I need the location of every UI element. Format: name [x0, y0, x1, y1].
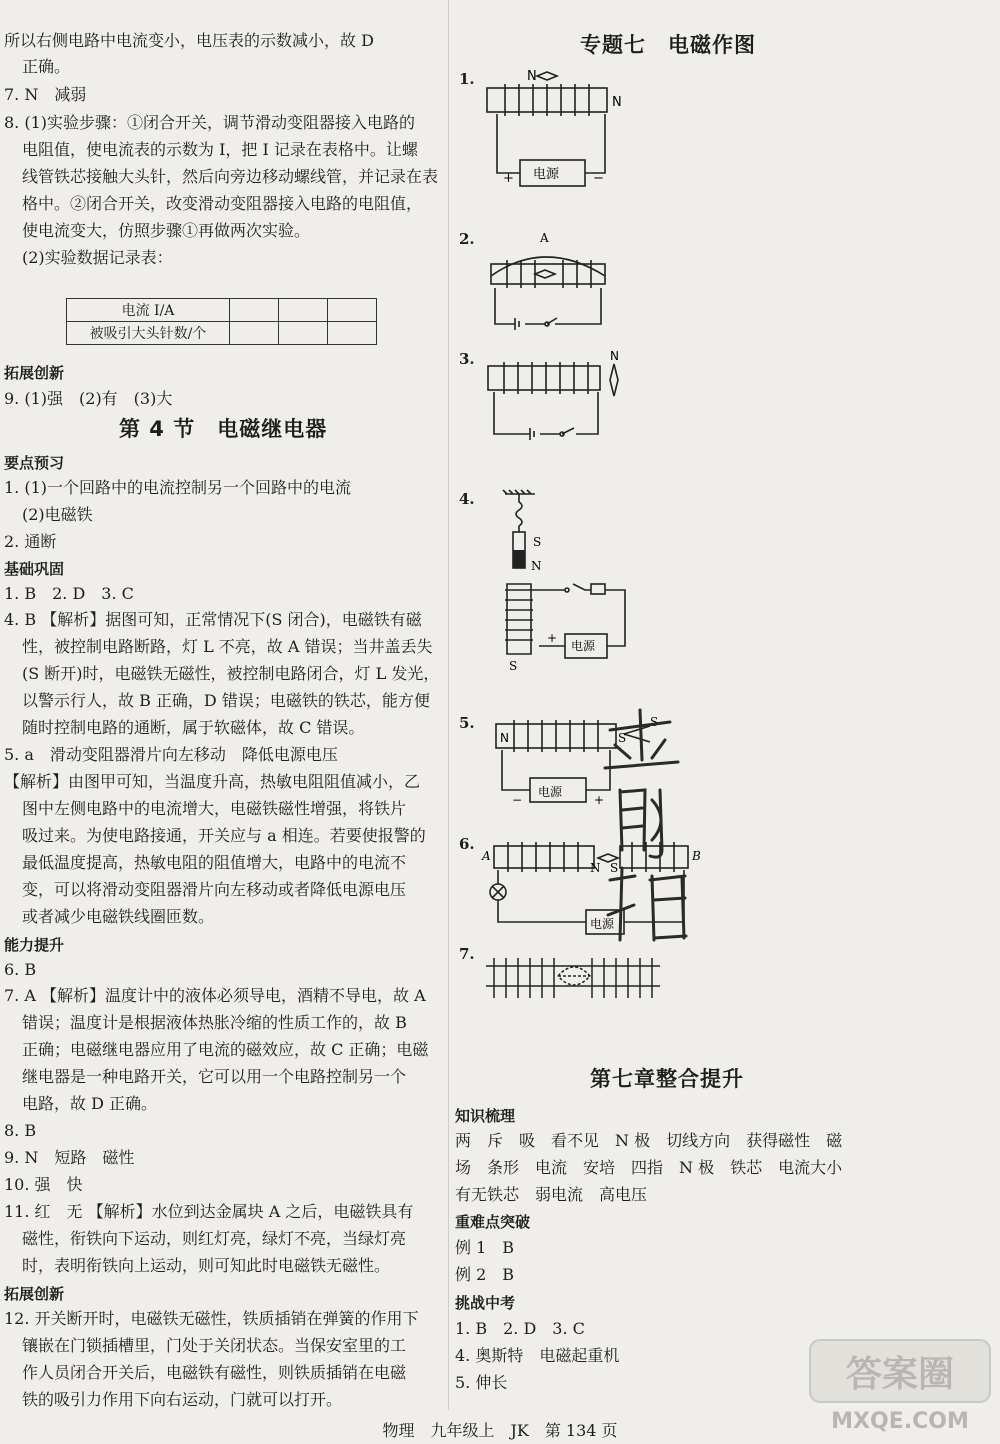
svg-text:+: + — [547, 631, 558, 645]
svg-text:−: − — [512, 793, 523, 807]
text-line: 有无铁芯 弱电流 高电压 — [455, 1185, 648, 1204]
figure-number: 6. — [459, 835, 475, 853]
text-line: 6. B — [4, 960, 37, 979]
table-cell — [279, 322, 328, 345]
text-line: 磁性，衔铁向下运动，则红灯亮，绿灯不亮，当绿灯亮 — [22, 1229, 407, 1248]
svg-text:A: A — [540, 231, 549, 245]
text-line: 4. 奥斯特 电磁起重机 — [455, 1346, 620, 1365]
text-line: 正确；电磁继电器应用了电流的磁效应，故 C 正确；电磁 — [22, 1040, 429, 1059]
text-line: 2. 通断 — [4, 532, 57, 551]
table-cell — [230, 299, 279, 322]
text-line: 错误；温度计是根据液体热胀冷缩的性质工作的，故 B — [22, 1013, 407, 1032]
text-line: 7. N 减弱 — [4, 85, 87, 104]
svg-text:S: S — [533, 535, 542, 549]
svg-text:N: N — [610, 350, 619, 363]
text-line: 9. N 短路 磁性 — [4, 1148, 135, 1167]
svg-text:S: S — [509, 659, 518, 673]
column-divider — [448, 0, 449, 1410]
section-heading: 能力提升 — [4, 936, 65, 954]
svg-text:MXQE.COM: MXQE.COM — [831, 1409, 969, 1434]
figure-3-solenoid-circuit — [480, 350, 640, 445]
text-line: 12. 开关断开时，电磁铁无磁性，铁质插销在弹簧的作用下 — [4, 1309, 419, 1328]
text-line: 或者减少电磁铁线圈匝数。 — [22, 907, 215, 926]
text-line: 图中左侧电路中的电流增大，电磁铁磁性增强，将铁片 — [22, 799, 407, 818]
svg-text:B: B — [692, 849, 701, 863]
text-line: 【解析】由图甲可知，当温度升高，热敏电阻阻值减小，乙 — [4, 772, 421, 791]
text-line: 吸过来。为使电路接通，开关应与 a 相连。若要使报警的 — [22, 826, 426, 845]
power-label: 电源 — [571, 639, 596, 653]
text-line: 8. B — [4, 1121, 37, 1140]
text-line: 电路，故 D 正确。 — [22, 1094, 158, 1113]
text-line: 1. B 2. D 3. C — [455, 1319, 585, 1338]
section-title: 第 4 节 电磁继电器 — [119, 417, 328, 441]
figure-number: 4. — [459, 490, 475, 508]
text-line: 例 1 B — [455, 1238, 515, 1257]
text-line: 性，被控制电路断路，灯 L 不亮，故 A 错误；当井盖丢失 — [22, 637, 433, 656]
chapter-title: 第七章整合提升 — [590, 1067, 744, 1091]
text-line: 1. B 2. D 3. C — [4, 584, 134, 603]
handwriting-overlay — [590, 700, 700, 950]
svg-text:N: N — [527, 69, 537, 84]
text-line: 最低温度提高，热敏电阻的阻值增大，电路中的电流不 — [22, 853, 407, 872]
data-record-table — [66, 298, 377, 345]
text-line: 5. 伸长 — [455, 1373, 508, 1392]
section-heading: 拓展创新 — [4, 364, 65, 382]
text-line: 使电流变大，仿照步骤①再做两次实验。 — [22, 221, 311, 240]
section-heading: 知识梳理 — [455, 1107, 516, 1125]
page-footer: 物理 九年级上 JK 第 134 页 — [382, 1421, 618, 1440]
text-line: (2)电磁铁 — [22, 505, 93, 524]
text-line: 镶嵌在门锁插槽里，门处于关闭状态。当保安室里的工 — [22, 1336, 407, 1355]
figure-2-solenoid-circuit — [485, 228, 615, 333]
text-line: 随时控制电路的通断，属于软磁体，故 C 错误。 — [22, 718, 365, 737]
text-line: 变，可以将滑动变阻器滑片向左移动或者降低电源电压 — [22, 880, 407, 899]
text-line: (S 断开)时，电磁铁无磁性，被控制电路闭合，灯 L 发光， — [22, 664, 440, 683]
text-line: 9. (1)强 (2)有 (3)大 — [4, 389, 173, 408]
text-line: 场 条形 电流 安培 四指 N 极 铁芯 电流大小 — [455, 1158, 843, 1177]
power-label: 电源 — [538, 785, 563, 799]
text-line: 11. 红 无 【解析】水位到达金属块 A 之后，电磁铁具有 — [4, 1202, 414, 1221]
power-label: 电源 — [590, 917, 615, 931]
table-header-current: 电流 I/A — [67, 299, 230, 322]
text-line: 5. a 滑动变阻器滑片向左移动 降低电源电压 — [4, 745, 338, 764]
svg-text:答案圈: 答案圈 — [845, 1354, 955, 1395]
section-heading: 要点预习 — [4, 454, 65, 472]
table-cell — [328, 322, 377, 345]
text-line: 8. (1)实验步骤：①闭合开关，调节滑动变阻器接入电路的 — [4, 113, 416, 132]
table-cell — [230, 322, 279, 345]
svg-text:S: S — [610, 861, 619, 875]
text-line: 线管铁芯接触大头针，然后向旁边移动螺线管，并记录在表 — [22, 167, 439, 186]
section-heading: 挑战中考 — [455, 1294, 516, 1312]
text-line: 时，表明衔铁向上运动，则可知此时电磁铁无磁性。 — [22, 1256, 391, 1275]
text-line: 铁的吸引力作用下向右运动，门就可以打开。 — [22, 1390, 343, 1409]
text-line: 正确。 — [22, 57, 71, 76]
topic-title: 专题七 电磁作图 — [580, 33, 756, 57]
figure-4-spring-magnet-circuit — [495, 488, 645, 673]
table-cell — [328, 299, 377, 322]
svg-text:N: N — [500, 731, 509, 745]
text-line: 例 2 B — [455, 1265, 515, 1284]
svg-text:N: N — [612, 95, 622, 110]
svg-text:A: A — [482, 849, 491, 863]
text-line: 两 斥 吸 看不见 N 极 切线方向 获得磁性 磁 — [455, 1131, 843, 1150]
svg-text:+: + — [503, 171, 514, 186]
text-line: 4. B 【解析】据图可知，正常情况下(S 闭合)，电磁铁有磁 — [4, 610, 422, 629]
text-line: 1. (1)一个回路中的电流控制另一个回路中的电流 — [4, 478, 352, 497]
text-line: 作人员闭合开关后，电磁铁有磁性，则铁质插销在电磁 — [22, 1363, 407, 1382]
text-line: 7. A 【解析】温度计中的液体必须导电，酒精不导电，故 A — [4, 986, 426, 1005]
figure-number: 1. — [459, 70, 475, 88]
svg-text:+: + — [594, 793, 605, 807]
figure-7-two-coils-field — [480, 952, 670, 1012]
svg-text:−: − — [593, 171, 604, 186]
section-heading: 重难点突破 — [455, 1213, 531, 1231]
svg-text:N: N — [590, 861, 601, 875]
svg-text:N: N — [531, 559, 542, 573]
table-header-pins: 被吸引大头针数/个 — [67, 322, 230, 345]
figure-number: 7. — [459, 945, 475, 963]
section-heading: 基础巩固 — [4, 560, 65, 578]
figure-number: 5. — [459, 714, 475, 732]
text-line: (2)实验数据记录表： — [22, 248, 173, 267]
text-line: 以警示行人，故 B 正确，D 错误；电磁铁的铁芯，能方便 — [22, 691, 430, 710]
text-line: 继电器是一种电路开关，它可以用一个电路控制另一个 — [22, 1067, 407, 1086]
section-heading: 拓展创新 — [4, 1285, 65, 1303]
text-line: 所以右侧电路中电流变小，电压表的示数减小，故 D — [4, 31, 374, 50]
table-cell — [279, 299, 328, 322]
figure-number: 2. — [459, 230, 475, 248]
figure-1-solenoid-circuit — [475, 68, 655, 193]
svg-text:S: S — [618, 731, 627, 745]
text-line: 电阻值，使电流表的示数为 I，把 I 记录在表格中。让螺 — [22, 140, 418, 159]
figure-number: 3. — [459, 350, 475, 368]
power-label: 电源 — [533, 167, 560, 182]
text-line: 10. 强 快 — [4, 1175, 83, 1194]
text-line: 格中。②闭合开关，改变滑动变阻器接入电路的电阻值， — [22, 194, 423, 213]
svg-text:S: S — [650, 715, 659, 729]
